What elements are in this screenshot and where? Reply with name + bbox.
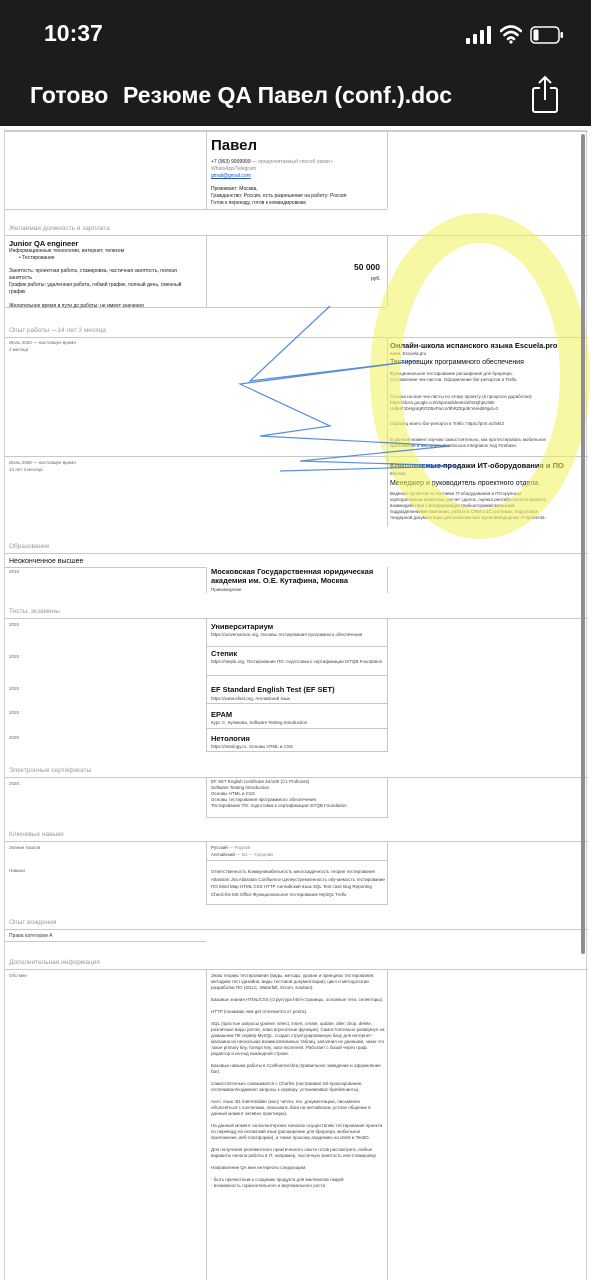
job2-company: Комплексные продажи ИТ-оборудования и ПО: [390, 461, 564, 470]
done-button[interactable]: Готово: [30, 82, 109, 108]
document-title: Резюме QA Павел (conf.).doc: [123, 82, 453, 108]
position-title: Junior QA engineer: [9, 239, 79, 248]
about-label: Обо мне: [9, 973, 27, 978]
test-desc: https://www.efset.org, Английский язык: [211, 696, 291, 701]
job1-period: Июль 2020 — настоящее время: [9, 340, 76, 345]
about-paragraph: Знаю теорию тестирования (виды, методы, уровни и принципы тестирования, методики тест-дизайна, виды тестовой документации); цикл и методологии разработки ПО (SDLC, Waterfall, Scrum, Kanban).: [211, 973, 375, 990]
job2-desc: подразделениями компании, работа в CRM и 1С системах, подготовка: [390, 509, 538, 514]
about-text: [211, 973, 385, 1189]
cert-item: EF SET English Certificate 64/100 (C1 Proficient): [211, 779, 310, 784]
about-paragraph: - быть причастным к созданию продукта для миллионов людей: [211, 1177, 344, 1182]
job2-desc: Ведение проектов по поставке IT-оборудования и ПО крупным: [390, 491, 522, 496]
job1-desc: Составление чек-листов. Оформление баг-репортов в Trello.: [390, 377, 518, 382]
job1-desc: UdkHFzbHgntqRGD5xPacuV8hRZEpdKYe/edit#gid=0: [390, 406, 499, 411]
about-paragraph: На данный момент на волонтерских началах осуществляю тестирование проекта по переводу на испанский язык (расширение для браузера, мобильное приложение, веб-платформа), а также прохожу академию на Utest и TestIO.: [211, 1123, 383, 1140]
share-icon[interactable]: [530, 74, 560, 114]
test-title: Нетология: [211, 734, 250, 743]
education-level: Неоконченное высшее: [9, 558, 84, 565]
job2-desc: тендерной документации для комплексных мультивендорных IT-проектов.: [390, 515, 546, 520]
section-experience: Опыт работы —14 лет 3 месяца: [9, 327, 107, 334]
viewer-toolbar: [0, 70, 591, 126]
email-link[interactable]: gmail@gmail.com: [211, 173, 251, 179]
job2-duration: 14 лет 3 месяца: [9, 467, 43, 472]
currency: руб.: [371, 276, 381, 282]
section-position: Желаемая должность и зарплата: [9, 225, 110, 232]
skills-label: Навыки: [9, 868, 25, 873]
wifi-icon: [500, 24, 522, 44]
test-year: 2020: [9, 735, 20, 740]
test-desc: https://stepik.org, Тестирование ПО: подготовка к сертификации ISTQB Foundation: [211, 659, 383, 664]
position-bullet: • Тестирование: [19, 255, 55, 261]
about-paragraph: - возможность горизонтального и вертикального роста: [211, 1183, 326, 1188]
candidate-name: Павел: [211, 137, 258, 154]
about-paragraph: HTTP (понимаю,чем get отличается от post'а).: [211, 1009, 308, 1014]
position-fields: Информационные технологии, интернет, телеком: [9, 248, 124, 254]
skills-list: Ответственность Коммуникабельность многозадачность теория тестирования Atlassian Jira Atlassian Confluence Целеустремленность обучаемость тестирование ПО Mind Map HTML CSS HTTP Английский язык SQL Test case Bug Reporting Check-list MS Office Функциональное тестирование MySQL Trello: [211, 869, 385, 897]
job2-desc: взаимодействие с вендорами/дистрибьюторами/смежными: [390, 503, 515, 508]
about-paragraph: Базовые знания HTML/CSS (структура html-страницы, основные теги, селекторы).: [211, 997, 384, 1002]
faculty: Правоведение: [211, 587, 242, 592]
salary: 50 000: [354, 262, 380, 272]
job1-desc: Образец моего баг-репорта в Trello: https://prnt.sc/tvl43: [390, 421, 504, 426]
language-level: — Родной: [228, 845, 251, 850]
job1-company: Онлайн-школа испанского языка Escuela.pro: [390, 341, 558, 350]
about-paragraph: Направление QA мне интересно следующим:: [211, 1165, 307, 1170]
section-driving: Опыт вождения: [9, 919, 57, 926]
about-paragraph: SQL (простые запросы уровня: select, insert, create, update, alter, drop, delete, различные виды join'ов, знаю агрегатные функции). Самостоятельно развернул на домашнем ПК сервер MySQL, создал структурированную базу для интернет-магазина из нескольких взаимосвязанных таблиц, заполнил их данными, знаю что такое primary key, foreign key, auto-increment. Работает с базой через граф. редактор и из-под командной строки.: [211, 1021, 385, 1056]
about-paragraph: Для получения релевантного практического опыта готов рассмотреть любые варианты начала работы в IT, например, частичную занятость или стажировку.: [211, 1147, 377, 1158]
citizenship: Гражданство: Россия, есть разрешение на работу: Россия: [211, 193, 347, 199]
test-year: 2020: [9, 710, 20, 715]
clock: 10:37: [44, 20, 103, 46]
phone-note: — предпочитаемый способ связи •: [252, 159, 333, 165]
messengers: WhatsApp/Telegram: [211, 166, 257, 172]
test-title: Университариум: [211, 622, 274, 631]
section-skills: Ключевые навыки: [9, 831, 64, 838]
job2-period: Июнь 2006 — настоящее время: [9, 460, 76, 465]
job1-city: Киев, Escuela.pro: [390, 351, 427, 356]
job1-desc: Ссылка на мои чек-листы по этому проекту (в процессе доработки):: [390, 394, 533, 399]
about-paragraph: Базовые навыки работы в Confluence/Jira (правильное заведение и оформление баг).: [211, 1063, 381, 1074]
cellular-signal-icon: [466, 26, 492, 44]
job1-desc: Функциональное тестирование расширения для браузера.: [390, 371, 513, 376]
language-level: — B1 — Средний: [236, 852, 273, 857]
test-title: EPAM: [211, 710, 233, 719]
residence: Проживает: Москва,: [211, 186, 258, 192]
relocation: Готов к переезду, готов к командировкам: [211, 200, 306, 206]
section-additional: Дополнительная информация: [9, 959, 100, 966]
job2-desc: корпоративным клиентам, расчет сделок, оценка рентабельности проекта,: [390, 497, 547, 502]
job1-desc: приложение и настроить Continuous Integration под Firebase.: [390, 443, 518, 448]
about-paragraph: Самостоятельно ознакомился с Charles (настраивал ssl-проксирование, отслеживал/подменял запросы к серверу, устанавливал брейкпоинты).: [211, 1081, 363, 1092]
education-year: 2015: [9, 569, 20, 574]
cert-item: Основы HTML и CSS: [211, 791, 255, 796]
section-tests: Тесты, экзамены: [9, 608, 60, 615]
job2-role: Менеджер и руководитель проектного отдела: [390, 480, 539, 487]
test-title: EF Standard English Test (EF SET): [211, 685, 335, 694]
phone: +7 (963) 9999999: [211, 159, 251, 165]
language: Русский: [211, 845, 228, 850]
section-certificates: Электронные сертификаты: [9, 767, 92, 774]
section-education: Образование: [9, 543, 50, 550]
employment: Занятость: проектная работа, стажировка, частичная занятость, полная занятость: [9, 268, 177, 281]
university: Московская Государственная юридическая академия им. О.Е. Кутафина, Москва: [211, 567, 374, 585]
resume-page: [4, 130, 587, 1280]
language: Английский: [211, 852, 235, 857]
cert-year: 2020: [9, 781, 20, 786]
cert-item: Основы тестирования программного обеспечения: [211, 797, 316, 802]
cert-item: Software Testing Introduction: [211, 785, 269, 790]
document-viewer[interactable]: [0, 126, 591, 1280]
driving-category: Права категории A: [9, 933, 53, 939]
job1-desc: В данный момент изучаю самостоятельно, как протестировать мобильное: [390, 437, 546, 442]
cert-item: Тестирование ПО: подготовка к сертификации ISTQB Foundation: [211, 803, 347, 808]
job1-role: Тестировщик программного обеспечения: [390, 359, 524, 366]
job2-city: Москва: [390, 471, 406, 476]
test-desc: Курс С. Куликова, Software Testing Introduction: [211, 720, 308, 725]
schedule: График работы: удаленная работа, гибкий график, полный день, сменный график: [9, 282, 182, 295]
about-paragraph: Англ. язык: B1 intermediate (могу читать тех. документацию, письменно объясняться с коллегами, описывать баги на английском, устное общение в данный момент активно практикую).: [211, 1099, 371, 1116]
test-year: 2020: [9, 686, 20, 691]
scrollbar[interactable]: [581, 134, 585, 954]
test-desc: https://universarium.org, Основы тестирования програмного обеспечения: [211, 632, 363, 637]
test-year: 2020: [9, 622, 20, 627]
test-year: 2020: [9, 654, 20, 659]
battery-icon: [530, 26, 564, 44]
job1-duration: 2 месяца: [9, 347, 29, 352]
job1-desc: https://docs.google.com/spreadsheets/d/16QhpUItiB-: [390, 400, 496, 405]
test-title: Степик: [211, 649, 238, 658]
test-desc: https://netology.ru, Основы HTML и CSS: [211, 744, 293, 749]
commute: Желательное время в пути до работы: не имеет значения: [9, 303, 144, 309]
status-bar: [0, 0, 591, 70]
languages-label: Знание языков: [9, 845, 41, 850]
